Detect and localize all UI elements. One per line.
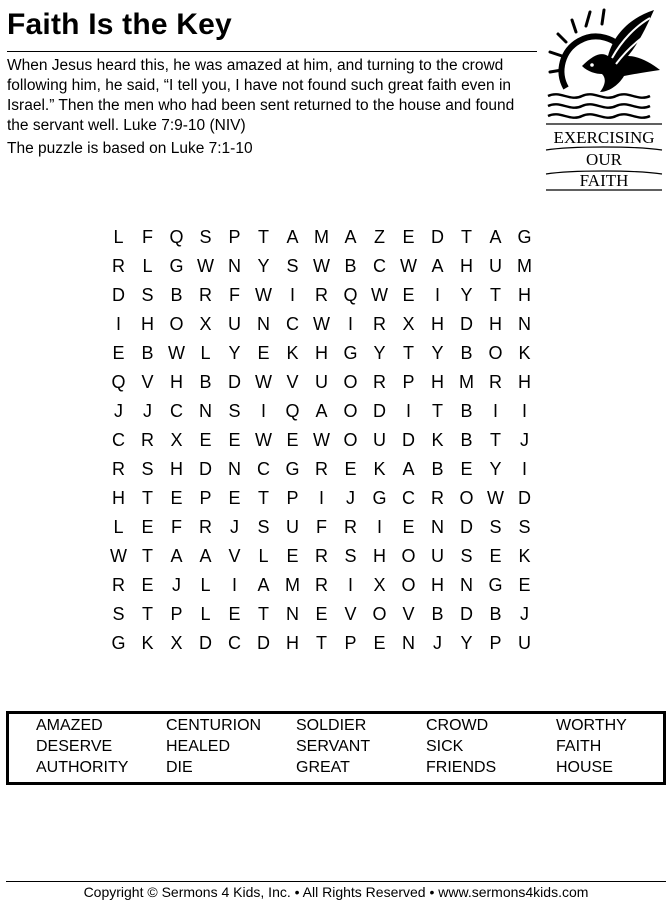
grid-letter[interactable]: O [459,488,474,508]
logo-line-exercising: EXERCISING [553,128,655,147]
grid-letter[interactable]: I [492,401,498,421]
grid-letter[interactable]: S [112,604,125,624]
grid-letter[interactable]: N [431,517,444,537]
grid-letter[interactable]: K [518,546,531,566]
grid-letter[interactable]: J [433,633,442,653]
grid-letter[interactable]: T [258,488,269,508]
grid-letter[interactable]: E [286,546,299,566]
grid-letter[interactable]: S [257,517,270,537]
grid-letter[interactable]: D [228,372,241,392]
grid-letter[interactable]: J [520,430,529,450]
word-list-item: CROWD [426,717,489,734]
grid-letter[interactable]: P [199,488,212,508]
grid-letter[interactable]: D [460,517,473,537]
grid-letter[interactable]: K [286,343,299,363]
word-list-item: FAITH [556,738,602,755]
grid-letter[interactable]: R [112,256,125,276]
grid-letter[interactable]: R [373,314,386,334]
grid-letter[interactable]: A [199,546,212,566]
grid-letter[interactable]: S [344,546,357,566]
grid-letter[interactable]: Y [257,256,270,276]
grid-letter[interactable]: N [228,459,241,479]
grid-letter[interactable]: H [431,314,444,334]
grid-letter[interactable]: Y [460,633,473,653]
grid-letter[interactable]: H [431,575,444,595]
grid-letter[interactable]: Y [460,285,473,305]
grid-letter[interactable]: A [489,227,502,247]
grid-letter[interactable]: U [431,546,444,566]
grid-letter[interactable]: H [460,256,473,276]
grid-letter[interactable]: H [315,343,328,363]
grid-letter[interactable]: V [286,372,299,392]
grid-letter[interactable]: R [112,459,125,479]
grid-letter[interactable]: S [286,256,299,276]
grid-letter[interactable]: M [285,575,300,595]
scripture-verse: When Jesus heard this, he was amazed at him, and turning to the crowd following him, he said, “I tell you, I have not found such great faith even in Israel.” Then the men who had been sent returned to the house and found the servant well. Luke 7:9-10 (NIV) [7,57,515,134]
grid-letter[interactable]: D [402,430,415,450]
word-list-item: SICK [426,738,464,755]
grid-letter[interactable]: G [372,488,387,508]
word-list-item: AUTHORITY [36,759,129,776]
grid-letter[interactable]: K [373,459,386,479]
grid-letter[interactable]: D [460,604,473,624]
grid-letter[interactable]: U [518,633,531,653]
grid-letter[interactable]: B [460,401,473,421]
grid-letter[interactable]: Y [489,459,502,479]
grid-letter[interactable]: U [489,256,502,276]
word-list-item: FRIENDS [426,759,497,776]
grid-letter[interactable]: Z [374,227,385,247]
grid-letter[interactable]: W [487,488,504,508]
grid-letter[interactable]: L [113,517,124,537]
grid-letter[interactable]: I [376,517,382,537]
grid-letter[interactable]: G [111,633,126,653]
grid-letter[interactable]: N [518,314,531,334]
grid-letter[interactable]: C [170,401,183,421]
grid-letter[interactable]: H [286,633,299,653]
grid-letter[interactable]: U [373,430,386,450]
grid-letter[interactable]: B [141,343,154,363]
grid-letter[interactable]: A [344,227,357,247]
grid-letter[interactable]: F [171,517,182,537]
grid-letter[interactable]: R [199,517,212,537]
grid-letter[interactable]: C [112,430,125,450]
grid-letter[interactable]: C [228,633,241,653]
grid-letter[interactable]: R [141,430,154,450]
grid-letter[interactable]: W [255,285,272,305]
grid-letter[interactable]: O [343,401,358,421]
grid-letter[interactable]: T [403,343,414,363]
word-list-box [6,711,666,785]
grid-letter[interactable]: B [431,459,444,479]
logo-line-our: OUR [586,150,622,169]
grid-letter[interactable]: V [402,604,415,624]
dove-sun-waves-icon [542,4,666,194]
grid-letter[interactable]: W [400,256,417,276]
grid-letter[interactable]: W [168,343,185,363]
grid-letter[interactable]: T [258,604,269,624]
grid-letter[interactable]: L [200,575,211,595]
grid-letter[interactable]: J [230,517,239,537]
grid-letter[interactable]: N [199,401,212,421]
grid-letter[interactable]: R [315,459,328,479]
grid-letter[interactable]: G [517,227,532,247]
grid-letter[interactable]: E [141,517,154,537]
grid-letter[interactable]: X [170,430,183,450]
grid-letter[interactable]: W [255,372,272,392]
grid-letter[interactable]: P [286,488,299,508]
grid-letter[interactable]: V [141,372,154,392]
grid-letter[interactable]: A [170,546,183,566]
grid-letter[interactable]: H [141,314,154,334]
word-list-item: HEALED [166,738,231,755]
grid-letter[interactable]: H [489,314,502,334]
grid-letter[interactable]: N [402,633,415,653]
title-divider [7,51,537,52]
word-list-item: AMAZED [36,717,103,734]
grid-letter[interactable]: E [286,430,299,450]
grid-letter[interactable]: R [315,285,328,305]
grid-letter[interactable]: E [170,488,183,508]
grid-letter[interactable]: W [197,256,214,276]
grid-letter[interactable]: L [200,604,211,624]
grid-letter[interactable]: E [373,633,386,653]
grid-letter[interactable]: U [315,372,328,392]
grid-letter[interactable]: I [231,575,237,595]
grid-letter[interactable]: Q [343,285,358,305]
grid-letter[interactable]: D [518,488,531,508]
grid-letter[interactable]: H [170,459,183,479]
grid-letter[interactable]: R [112,575,125,595]
grid-letter[interactable]: K [141,633,154,653]
grid-letter[interactable]: A [431,256,444,276]
grid-letter[interactable]: H [373,546,386,566]
grid-letter[interactable]: V [344,604,357,624]
grid-letter[interactable]: D [199,633,212,653]
grid-letter[interactable]: N [286,604,299,624]
grid-letter[interactable]: L [113,227,124,247]
grid-letter[interactable]: B [431,604,444,624]
grid-letter[interactable]: P [344,633,357,653]
grid-letter[interactable]: E [518,575,531,595]
grid-letter[interactable]: J [114,401,123,421]
grid-letter[interactable]: R [431,488,444,508]
grid-letter[interactable]: I [347,575,353,595]
grid-letter[interactable]: I [434,285,440,305]
grid-letter[interactable]: W [255,430,272,450]
grid-letter[interactable]: G [169,256,184,276]
grid-letter[interactable]: R [199,285,212,305]
grid-letter[interactable]: A [286,227,299,247]
grid-letter[interactable]: H [112,488,125,508]
word-list-item: GREAT [296,759,350,776]
grid-letter[interactable]: S [228,401,241,421]
grid-letter[interactable]: V [228,546,241,566]
grid-letter[interactable]: N [460,575,473,595]
grid-letter[interactable]: R [315,546,328,566]
grid-letter[interactable]: W [313,256,330,276]
grid-letter[interactable]: W [110,546,127,566]
grid-letter[interactable]: K [431,430,444,450]
word-list-item: HOUSE [556,759,613,776]
grid-letter[interactable]: T [258,227,269,247]
grid-letter[interactable]: H [170,372,183,392]
grid-letter[interactable]: T [461,227,472,247]
grid-letter[interactable]: O [488,343,503,363]
grid-letter[interactable]: M [459,372,474,392]
grid-letter[interactable]: B [170,285,183,305]
grid-letter[interactable]: I [521,459,527,479]
grid-letter[interactable]: T [316,633,327,653]
word-list-item: DIE [166,759,193,776]
grid-letter[interactable]: Y [373,343,386,363]
grid-letter[interactable]: E [257,343,270,363]
footer-divider [6,881,666,882]
grid-letter[interactable]: Q [285,401,300,421]
grid-letter[interactable]: B [489,604,502,624]
grid-letter[interactable]: T [490,285,501,305]
grid-letter[interactable]: T [142,488,153,508]
grid-letter[interactable]: I [289,285,295,305]
grid-letter[interactable]: H [431,372,444,392]
logo-line-faith: FAITH [579,171,629,190]
grid-letter[interactable]: E [141,575,154,595]
grid-letter[interactable]: P [170,604,183,624]
grid-letter[interactable]: T [432,401,443,421]
grid-letter[interactable]: I [521,401,527,421]
grid-letter[interactable]: W [313,430,330,450]
grid-letter[interactable]: K [518,343,531,363]
grid-letter[interactable]: R [344,517,357,537]
grid-letter[interactable]: F [142,227,153,247]
grid-letter[interactable]: X [199,314,212,334]
grid-letter[interactable]: E [402,285,415,305]
grid-letter[interactable]: O [343,372,358,392]
grid-letter[interactable]: X [170,633,183,653]
grid-letter[interactable]: E [228,430,241,450]
grid-letter[interactable]: E [199,430,212,450]
grid-letter[interactable]: H [518,372,531,392]
word-list-item: CENTURION [166,717,262,734]
grid-letter[interactable]: E [460,459,473,479]
grid-letter[interactable]: S [518,517,531,537]
grid-letter[interactable]: R [315,575,328,595]
grid-letter[interactable]: S [489,517,502,537]
grid-letter[interactable]: T [142,604,153,624]
grid-letter[interactable]: R [373,372,386,392]
grid-letter[interactable]: N [228,256,241,276]
grid-letter[interactable]: C [257,459,270,479]
grid-letter[interactable]: C [402,488,415,508]
grid-letter[interactable]: D [431,227,444,247]
grid-letter[interactable]: E [228,488,241,508]
grid-letter[interactable]: G [343,343,358,363]
word-search-grid [104,223,539,658]
word-list-item: SERVANT [296,738,371,755]
grid-letter[interactable]: F [229,285,240,305]
grid-letter[interactable]: E [112,343,125,363]
grid-letter[interactable]: X [402,314,415,334]
grid-letter[interactable]: A [402,459,415,479]
grid-letter[interactable]: I [318,488,324,508]
grid-letter[interactable]: S [460,546,473,566]
grid-letter[interactable]: E [402,227,415,247]
grid-letter[interactable]: G [285,459,300,479]
word-list-item: DESERVE [36,738,113,755]
grid-letter[interactable]: S [141,459,154,479]
grid-letter[interactable]: B [460,343,473,363]
grid-letter[interactable]: H [518,285,531,305]
grid-letter[interactable]: D [112,285,125,305]
grid-letter[interactable]: O [343,430,358,450]
grid-letter[interactable]: S [141,285,154,305]
grid-letter[interactable]: I [260,401,266,421]
copyright-footer: Copyright © Sermons 4 Kids, Inc. • All Rights Reserved • www.sermons4kids.com [83,884,589,900]
grid-letter[interactable]: E [228,604,241,624]
grid-letter[interactable]: M [314,227,329,247]
grid-letter[interactable]: J [143,401,152,421]
grid-letter[interactable]: E [489,546,502,566]
grid-letter[interactable]: Q [169,227,184,247]
grid-letter[interactable]: W [371,285,388,305]
grid-letter[interactable]: J [520,604,529,624]
grid-letter[interactable]: B [344,256,357,276]
grid-letter[interactable]: O [372,604,387,624]
grid-letter[interactable]: I [347,314,353,334]
grid-letter[interactable]: E [344,459,357,479]
grid-letter[interactable]: P [402,372,415,392]
grid-letter[interactable]: J [172,575,181,595]
grid-letter[interactable]: M [517,256,532,276]
grid-letter[interactable]: B [199,372,212,392]
grid-letter[interactable]: O [169,314,184,334]
grid-letter[interactable]: Y [431,343,444,363]
grid-letter[interactable]: I [405,401,411,421]
word-list-item: SOLDIER [296,717,367,734]
grid-letter[interactable]: O [401,546,416,566]
grid-letter[interactable]: Y [228,343,241,363]
grid-letter[interactable]: T [490,430,501,450]
grid-letter[interactable]: L [142,256,153,276]
grid-letter[interactable]: D [199,459,212,479]
grid-letter[interactable]: U [286,517,299,537]
grid-letter[interactable]: E [402,517,415,537]
grid-letter[interactable]: W [313,314,330,334]
grid-letter[interactable]: L [258,546,269,566]
grid-letter[interactable]: O [401,575,416,595]
grid-letter[interactable]: B [460,430,473,450]
grid-letter[interactable]: Q [111,372,126,392]
grid-letter[interactable]: I [115,314,121,334]
grid-letter[interactable]: U [228,314,241,334]
grid-letter[interactable]: R [489,372,502,392]
grid-letter[interactable]: D [257,633,270,653]
grid-letter[interactable]: G [488,575,503,595]
grid-letter[interactable]: A [257,575,270,595]
grid-letter[interactable]: C [373,256,386,276]
grid-letter[interactable]: C [286,314,299,334]
puzzle-note: The puzzle is based on Luke 7:1-10 [7,140,253,157]
grid-letter[interactable]: P [228,227,241,247]
grid-letter[interactable]: S [199,227,212,247]
grid-letter[interactable]: J [346,488,355,508]
grid-letter[interactable]: P [489,633,502,653]
word-list-item: WORTHY [556,717,627,734]
grid-letter[interactable]: E [315,604,328,624]
grid-letter[interactable]: X [373,575,386,595]
page-title: Faith Is the Key [7,8,232,41]
grid-letter[interactable]: N [257,314,270,334]
grid-letter[interactable]: A [315,401,328,421]
grid-letter[interactable]: F [316,517,327,537]
grid-letter[interactable]: L [200,343,211,363]
grid-letter[interactable]: D [373,401,386,421]
grid-letter[interactable]: D [460,314,473,334]
exercising-our-faith-logo [542,4,666,194]
grid-letter[interactable]: T [142,546,153,566]
